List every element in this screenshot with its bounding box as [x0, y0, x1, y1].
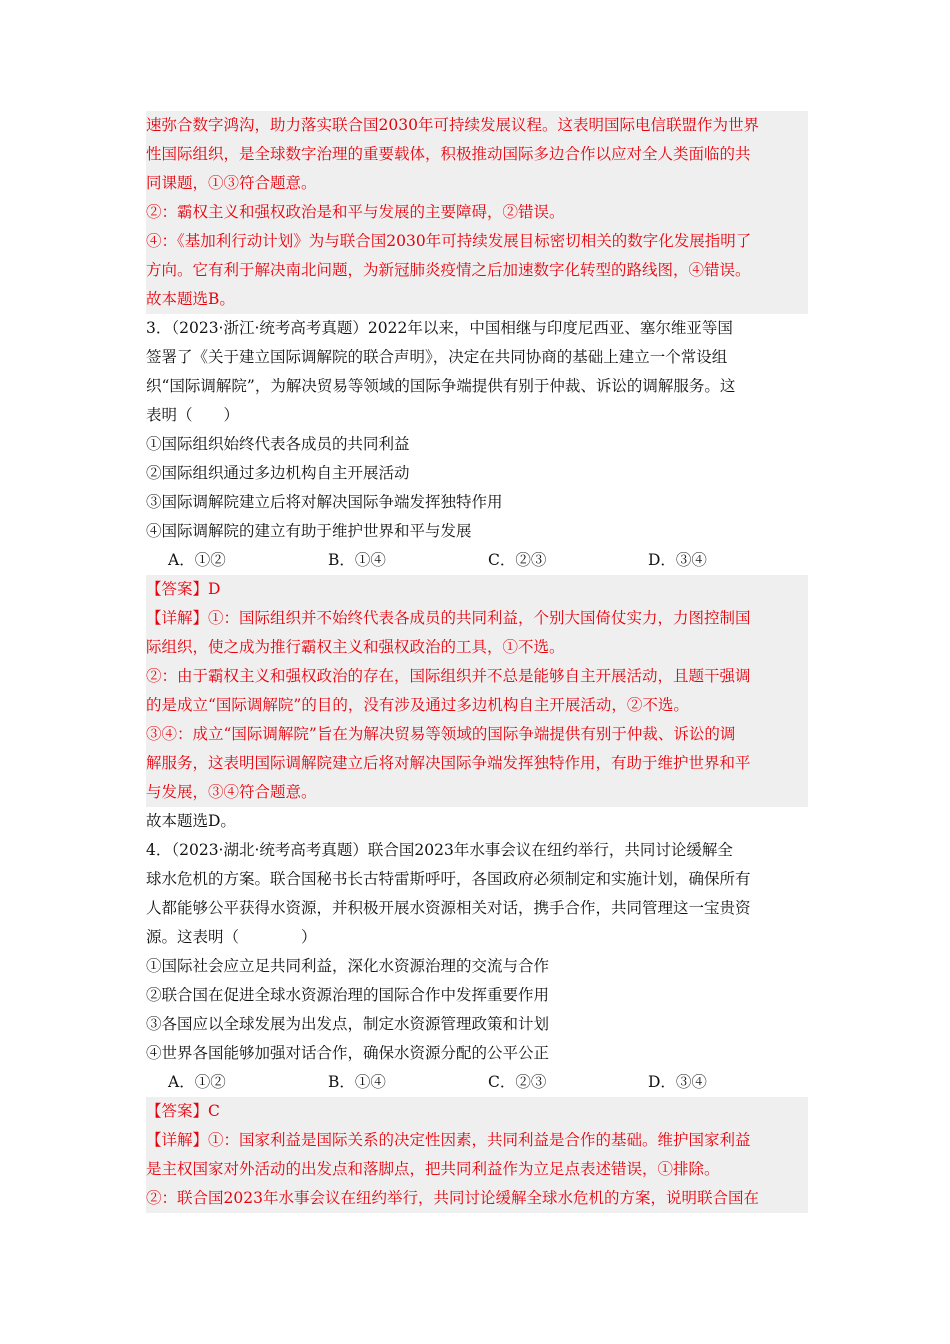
- explanation-line: ④：《基加利行动计划》为与联合国2030年可持续发展目标密切相关的数字化发展指明了: [146, 232, 752, 250]
- option-d: D．③④: [648, 1073, 707, 1091]
- conclusion-line: 故本题选B。: [146, 290, 235, 308]
- explanation-line: ②：由于霸权主义和强权政治的存在，国际组织并不总是能够自主开展活动，且题干强调: [146, 667, 751, 685]
- question-stem-line: 4．（2023·湖北·统考高考真题）联合国2023年水事会议在纽约举行，共同讨论缓解全: [146, 841, 733, 859]
- question-stem-line: 签署了《关于建立国际调解院的联合声明》，决定在共同协商的基础上建立一个常设组: [146, 348, 728, 366]
- question-stem-line: 表明（ ）: [146, 406, 240, 424]
- option-a: A．①②: [168, 1073, 226, 1091]
- explanation-line: 性国际组织，是全球数字治理的重要载体，积极推动国际多边合作以应对全人类面临的共: [146, 145, 751, 163]
- option-b: B．①④: [328, 1073, 386, 1091]
- explanation-line: 方向。它有利于解决南北问题，为新冠肺炎疫情之后加速数字化转型的路线图，④错误。: [146, 261, 751, 279]
- question-4-answer-box: [146, 1097, 808, 1213]
- option-c: C．②③: [488, 551, 547, 569]
- explanation-line: 解服务，这表明国际调解院建立后将对解决国际争端发挥独特作用，有助于维护世界和平: [146, 754, 751, 772]
- option-a: A．①②: [168, 551, 226, 569]
- option-b: B．①④: [328, 551, 386, 569]
- explanation-line: 【详解】①：国际组织并不始终代表各成员的共同利益，个别大国倚仗实力，力图控制国: [146, 609, 751, 627]
- answer-options: [146, 546, 808, 575]
- question-4: [146, 836, 808, 1097]
- question-stem-line: 源。这表明（ ）: [146, 928, 317, 946]
- statement-item: ④国际调解院的建立有助于维护世界和平与发展: [146, 522, 472, 540]
- answer-options: [146, 1068, 808, 1097]
- question-stem-line: 球水危机的方案。联合国秘书长古特雷斯呼吁，各国政府必须制定和实施计划，确保所有: [146, 870, 751, 888]
- answer-line: 【答案】D: [146, 580, 221, 598]
- explanation-line: 的是成立“国际调解院”的目的，没有涉及通过多边机构自主开展活动，②不选。: [146, 696, 689, 714]
- statement-item: ②国际组织通过多边机构自主开展活动: [146, 464, 410, 482]
- explanation-line: 际组织，使之成为推行霸权主义和强权政治的工具，①不选。: [146, 638, 565, 656]
- statement-item: ④世界各国能够加强对话合作，确保水资源分配的公平公正: [146, 1044, 550, 1062]
- question-stem-line: 人都能够公平获得水资源，并积极开展水资源相关对话，携手合作，共同管理这一宝贵资: [146, 899, 751, 917]
- question-3: [146, 314, 808, 575]
- explanation-line: ②：霸权主义和强权政治是和平与发展的主要障碍，②错误。: [146, 203, 565, 221]
- explanation-line: 同课题，①③符合题意。: [146, 174, 317, 192]
- question-stem-line: 织“国际调解院”，为解决贸易等领域的国际争端提供有别于仲裁、诉讼的调解服务。这: [146, 377, 736, 395]
- statement-item: ②联合国在促进全球水资源治理的国际合作中发挥重要作用: [146, 986, 550, 1004]
- explanation-line: ③④：成立“国际调解院”旨在为解决贸易等领域的国际争端提供有别于仲裁、诉讼的调: [146, 725, 736, 743]
- statement-item: ③国际调解院建立后将对解决国际争端发挥独特作用: [146, 493, 503, 511]
- explanation-line: 与发展，③④符合题意。: [146, 783, 317, 801]
- statement-item: ①国际组织始终代表各成员的共同利益: [146, 435, 410, 453]
- explanation-line: 【详解】①：国家利益是国际关系的决定性因素，共同利益是合作的基础。维护国家利益: [146, 1131, 751, 1149]
- explanation-line: ②：联合国2023年水事会议在纽约举行，共同讨论缓解全球水危机的方案，说明联合国在: [146, 1189, 759, 1207]
- answer-line: 【答案】C: [146, 1102, 220, 1120]
- question-3-conclusion: [146, 807, 808, 836]
- conclusion-line: 故本题选D。: [146, 812, 236, 830]
- statement-item: ①国际社会应立足共同利益，深化水资源治理的交流与合作: [146, 957, 550, 975]
- option-c: C．②③: [488, 1073, 547, 1091]
- statement-item: ③各国应以全球发展为出发点，制定水资源管理政策和计划: [146, 1015, 550, 1033]
- explanation-line: 速弥合数字鸿沟，助力落实联合国2030年可持续发展议程。这表明国际电信联盟作为世界: [146, 116, 759, 134]
- previous-explanation-box: [146, 111, 808, 314]
- question-stem-line: 3．（2023·浙江·统考高考真题）2022年以来，中国相继与印度尼西亚、塞尔维亚等国: [146, 319, 733, 337]
- explanation-line: 是主权国家对外活动的出发点和落脚点，把共同利益作为立足点表述错误，①排除。: [146, 1160, 720, 1178]
- question-3-answer-box: [146, 575, 808, 807]
- option-d: D．③④: [648, 551, 707, 569]
